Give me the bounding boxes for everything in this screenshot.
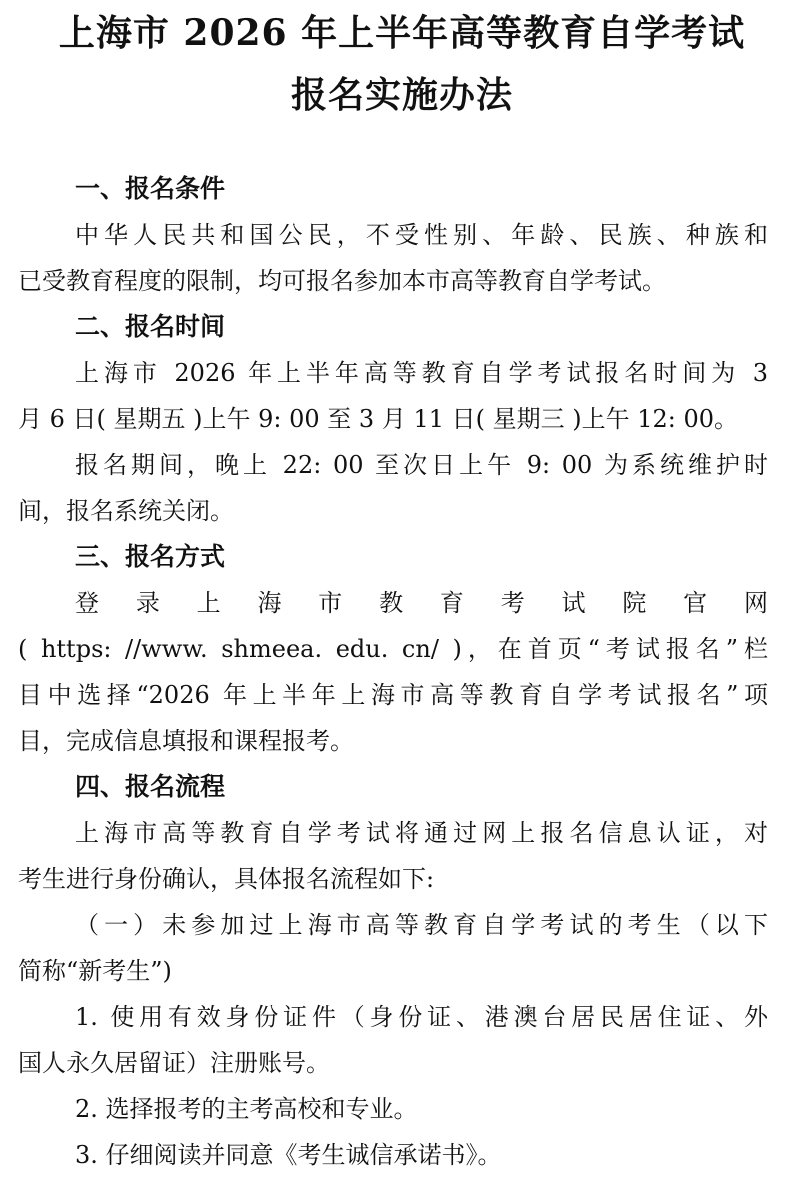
paragraph-line: 中华人民共和国公民，不受性别、年龄、民族、种族和 [75,221,768,249]
paragraph-line: 上海市高等教育自学考试将通过网上报名信息认证，对 [75,819,768,847]
section-heading-eligibility: 一、报名条件 [75,174,226,203]
paragraph-line: 登 录 上 海 市 教 育 考 试 院 官 网 [75,589,768,617]
paragraph-line: 报名期间，晚上 22: 00 至次日上午 9: 00 为系统维护时 [75,451,768,479]
paragraph-line-url: ( https: //www. shmeea. edu. cn/ )，在首页“考试报名”栏 [18,635,768,663]
section-heading-time: 二、报名时间 [75,312,226,341]
paragraph-line: 间，报名系统关闭。 [18,497,234,525]
list-item-2: 2. 选择报考的主考高校和专业。 [75,1095,418,1123]
document-title-line-2: 报名实施办法 [290,74,513,116]
paragraph-line: 简称“新考生”) [18,957,172,985]
paragraph-line-subheading: （一）未参加过上海市高等教育自学考试的考生（以下 [75,911,768,939]
paragraph-line: 国人永久居留证）注册账号。 [18,1049,330,1077]
list-item-1: 1. 使用有效身份证件（身份证、港澳台居民居住证、外 [75,1003,768,1031]
paragraph-line: 考生进行身份确认，具体报名流程如下: [18,865,435,893]
paragraph-line: 上海市 2026 年上半年高等教育自学考试报名时间为 3 [75,359,768,387]
paragraph-line: 目，完成信息填报和课程报考。 [18,727,354,755]
document-title-line-1: 上海市 2026 年上半年高等教育自学考试 [58,12,746,54]
paragraph-line: 已受教育程度的限制，均可报名参加本市高等教育自学考试。 [18,267,666,295]
paragraph-line: 月 6 日( 星期五 )上午 9: 00 至 3 月 11 日( 星期三 )上午 12: 00。 [18,405,739,433]
list-item-3: 3. 仔细阅读并同意《考生诚信承诺书》。 [75,1141,502,1169]
paragraph-line: 目中选择“2026 年上半年上海市高等教育自学考试报名”项 [18,681,768,709]
section-heading-process: 四、报名流程 [75,772,226,801]
section-heading-method: 三、报名方式 [75,542,226,571]
